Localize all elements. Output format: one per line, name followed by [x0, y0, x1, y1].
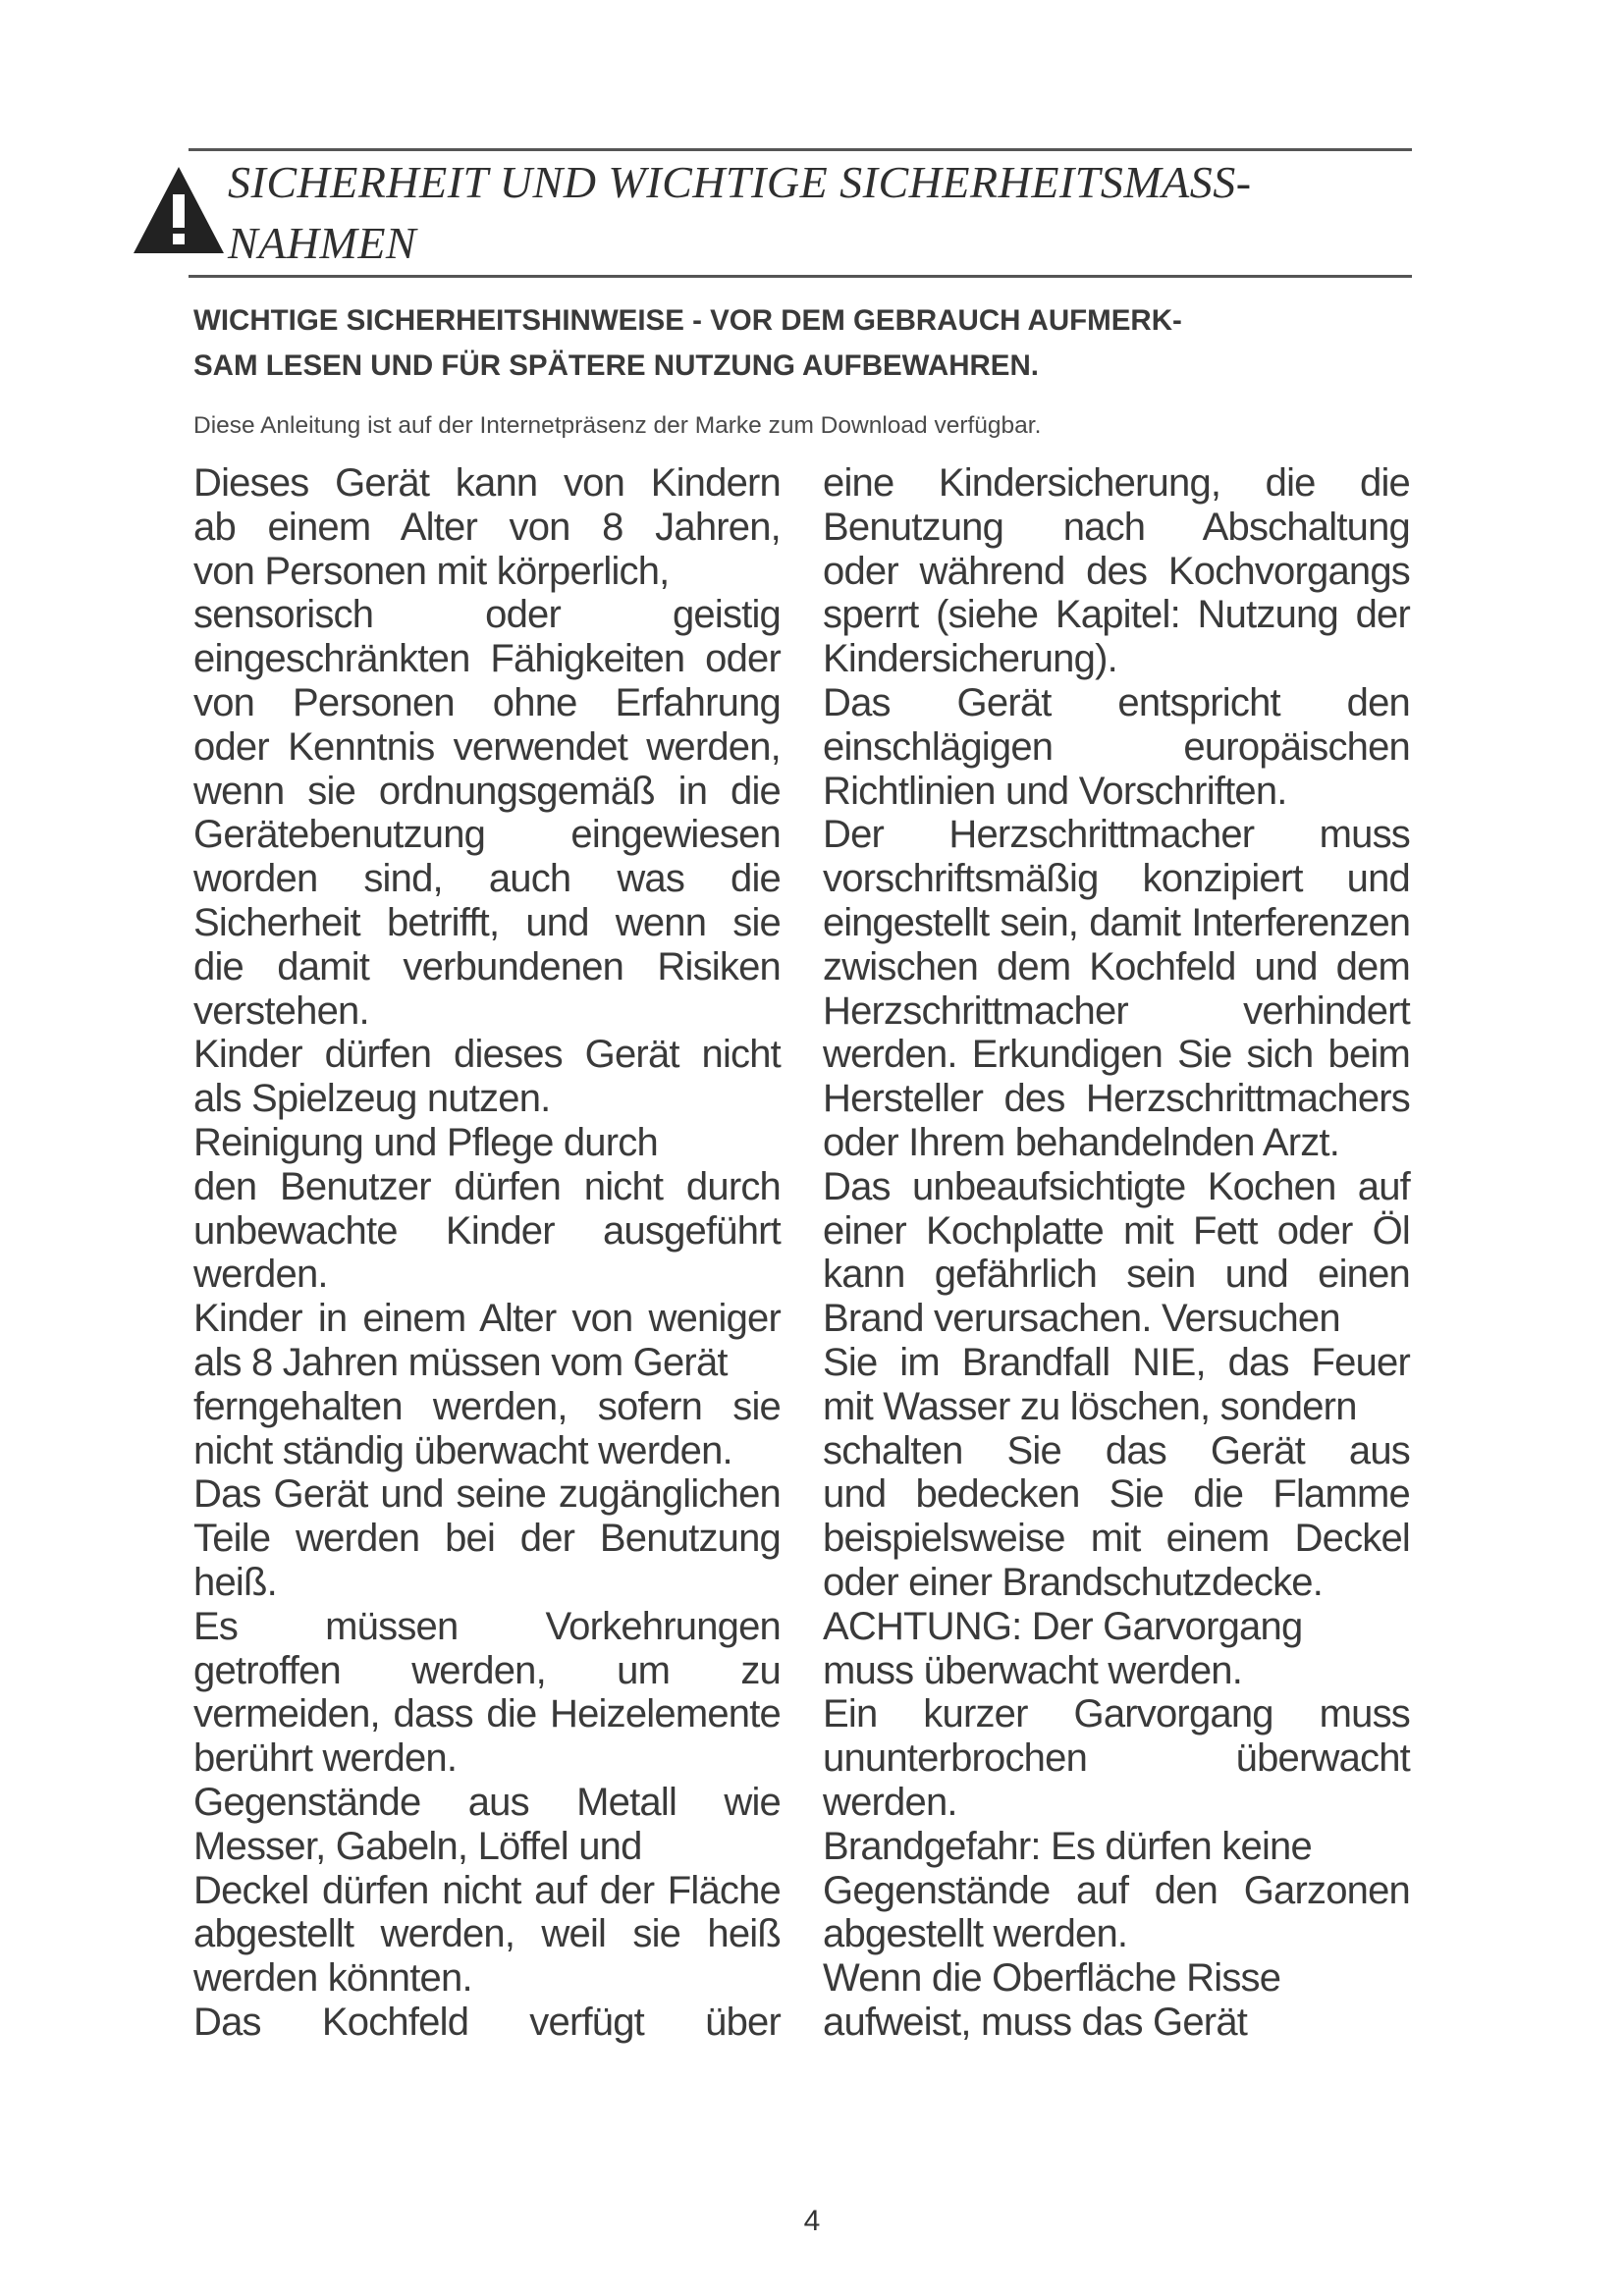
text-line: Benutzung nach Abschaltung	[823, 505, 1410, 549]
text-line: werden. Erkundigen Sie sich beim	[823, 1033, 1410, 1077]
text-line: Der Herzschrittmacher muss	[823, 813, 1410, 857]
text-line: Es müssen Vorkehrungen	[193, 1604, 781, 1648]
text-line: Gegenstände auf den Garzonen	[823, 1868, 1410, 1912]
text-line: von Personen ohne Erfahrung	[193, 680, 781, 724]
text-line: getroffen werden, um zu	[193, 1648, 781, 1692]
download-note: Diese Anleitung ist auf der Internetpräsenz der Marke zum Download verfügbar.	[193, 412, 1042, 439]
text-line: als Spielzeug nutzen.	[193, 1077, 551, 1121]
text-line: werden.	[823, 1780, 957, 1824]
text-line: Sicherheit betrifft, und wenn sie	[193, 900, 781, 944]
text-line: vermeiden, dass die Heizelemente	[193, 1692, 781, 1736]
text-line: oder Ihrem behandelnden Arzt.	[823, 1120, 1340, 1164]
section-title	[228, 152, 1426, 274]
text-line: wenn sie ordnungsgemäß in die	[193, 769, 781, 813]
text-line: mit Wasser zu löschen, sondern	[823, 1384, 1357, 1428]
text-line: Ein kurzer Garvorgang muss	[823, 1692, 1410, 1736]
text-line: ferngehalten werden, sofern sie	[193, 1384, 781, 1428]
text-line: Reinigung und Pflege durch	[193, 1120, 658, 1164]
header-rule-bottom	[189, 275, 1412, 278]
text-line: Kinder dürfen dieses Gerät nicht	[193, 1033, 781, 1077]
right-text-column	[823, 461, 1410, 2045]
text-line: Das unbeaufsichtigte Kochen auf	[823, 1164, 1410, 1208]
text-line: kann gefährlich sein und einen	[823, 1253, 1410, 1297]
text-line: oder einer Brandschutzdecke.	[823, 1560, 1324, 1604]
section-title-line: SICHERHEIT UND WICHTIGE SICHERHEITSMASS-	[228, 157, 1252, 207]
text-line: Sie im Brandfall NIE, das Feuer	[823, 1340, 1410, 1384]
text-line: Das Gerät entspricht den	[823, 680, 1410, 724]
text-line: Kinder in einem Alter von weniger	[193, 1297, 781, 1341]
text-line: sperrt (siehe Kapitel: Nutzung der	[823, 593, 1410, 637]
text-line: ab einem Alter von 8 Jahren,	[193, 505, 781, 549]
text-line: Das Gerät und seine zugänglichen	[193, 1472, 781, 1517]
text-line: muss überwacht werden.	[823, 1648, 1243, 1692]
text-line: beispielsweise mit einem Deckel	[823, 1517, 1410, 1561]
safety-heading-line: SAM LESEN UND FÜR SPÄTERE NUTZUNG AUFBEWAHREN.	[193, 349, 1039, 382]
text-line: aufweist, muss das Gerät	[823, 2000, 1248, 2044]
text-line: worden sind, auch was die	[193, 857, 781, 901]
text-line: zwischen dem Kochfeld und dem	[823, 944, 1410, 988]
text-line: eingestellt sein, damit Interferenzen	[823, 900, 1410, 944]
text-line: ACHTUNG: Der Garvorgang	[823, 1604, 1303, 1648]
safety-instructions-heading	[193, 298, 1421, 389]
text-line: Brand verursachen. Versuchen	[823, 1297, 1340, 1341]
text-line: Herzschrittmacher verhindert	[823, 988, 1410, 1033]
text-line: Das Kochfeld verfügt über	[193, 2000, 781, 2044]
text-line: Gerätebenutzung eingewiesen	[193, 813, 781, 857]
page-number: 4	[803, 2205, 821, 2237]
text-line: abgestellt werden.	[823, 1912, 1128, 1956]
warning-triangle-icon	[132, 165, 226, 255]
text-line: oder Kenntnis verwendet werden,	[193, 724, 781, 769]
text-line: einer Kochplatte mit Fett oder Öl	[823, 1208, 1410, 1253]
text-line: verstehen.	[193, 988, 369, 1033]
text-line: vorschriftsmäßig konzipiert und	[823, 857, 1410, 901]
text-line: Richtlinien und Vorschriften.	[823, 769, 1287, 813]
text-line: Brandgefahr: Es dürfen keine	[823, 1824, 1312, 1868]
text-line: werden könnten.	[193, 1956, 472, 2001]
text-line: Wenn die Oberfläche Risse	[823, 1956, 1281, 2001]
text-line: ununterbrochen überwacht	[823, 1736, 1410, 1781]
text-line: nicht ständig überwacht werden.	[193, 1428, 732, 1472]
text-line: schalten Sie das Gerät aus	[823, 1428, 1410, 1472]
text-line: berührt werden.	[193, 1736, 458, 1781]
text-line: von Personen mit körperlich,	[193, 549, 670, 593]
text-line: unbewachte Kinder ausgeführt	[193, 1208, 781, 1253]
text-line: Gegenstände aus Metall wie	[193, 1780, 781, 1824]
text-line: den Benutzer dürfen nicht durch	[193, 1164, 781, 1208]
text-line: und bedecken Sie die Flamme	[823, 1472, 1410, 1517]
text-line: abgestellt werden, weil sie heiß	[193, 1912, 781, 1956]
text-line: eingeschränkten Fähigkeiten oder	[193, 637, 781, 681]
section-title-line: NAHMEN	[228, 218, 417, 268]
text-line: Messer, Gabeln, Löffel und	[193, 1824, 642, 1868]
text-line: werden.	[193, 1253, 328, 1297]
header-rule-top	[189, 148, 1412, 151]
text-line: eine Kindersicherung, die die	[823, 461, 1410, 505]
text-line: die damit verbundenen Risiken	[193, 944, 781, 988]
text-line: heiß.	[193, 1560, 277, 1604]
text-line: oder während des Kochvorgangs	[823, 549, 1410, 593]
text-line: Kindersicherung).	[823, 637, 1117, 681]
text-line: einschlägigen europäischen	[823, 724, 1410, 769]
text-line: Teile werden bei der Benutzung	[193, 1517, 781, 1561]
text-line: Dieses Gerät kann von Kindern	[193, 461, 781, 505]
left-text-column	[193, 461, 781, 2045]
safety-heading-line: WICHTIGE SICHERHEITSHINWEISE - VOR DEM GEBRAUCH AUFMERK-	[193, 304, 1182, 337]
text-line: Deckel dürfen nicht auf der Fläche	[193, 1868, 781, 1912]
text-line: sensorisch oder geistig	[193, 593, 781, 637]
text-line: als 8 Jahren müssen vom Gerät	[193, 1340, 728, 1384]
text-line: Hersteller des Herzschrittmachers	[823, 1077, 1410, 1121]
